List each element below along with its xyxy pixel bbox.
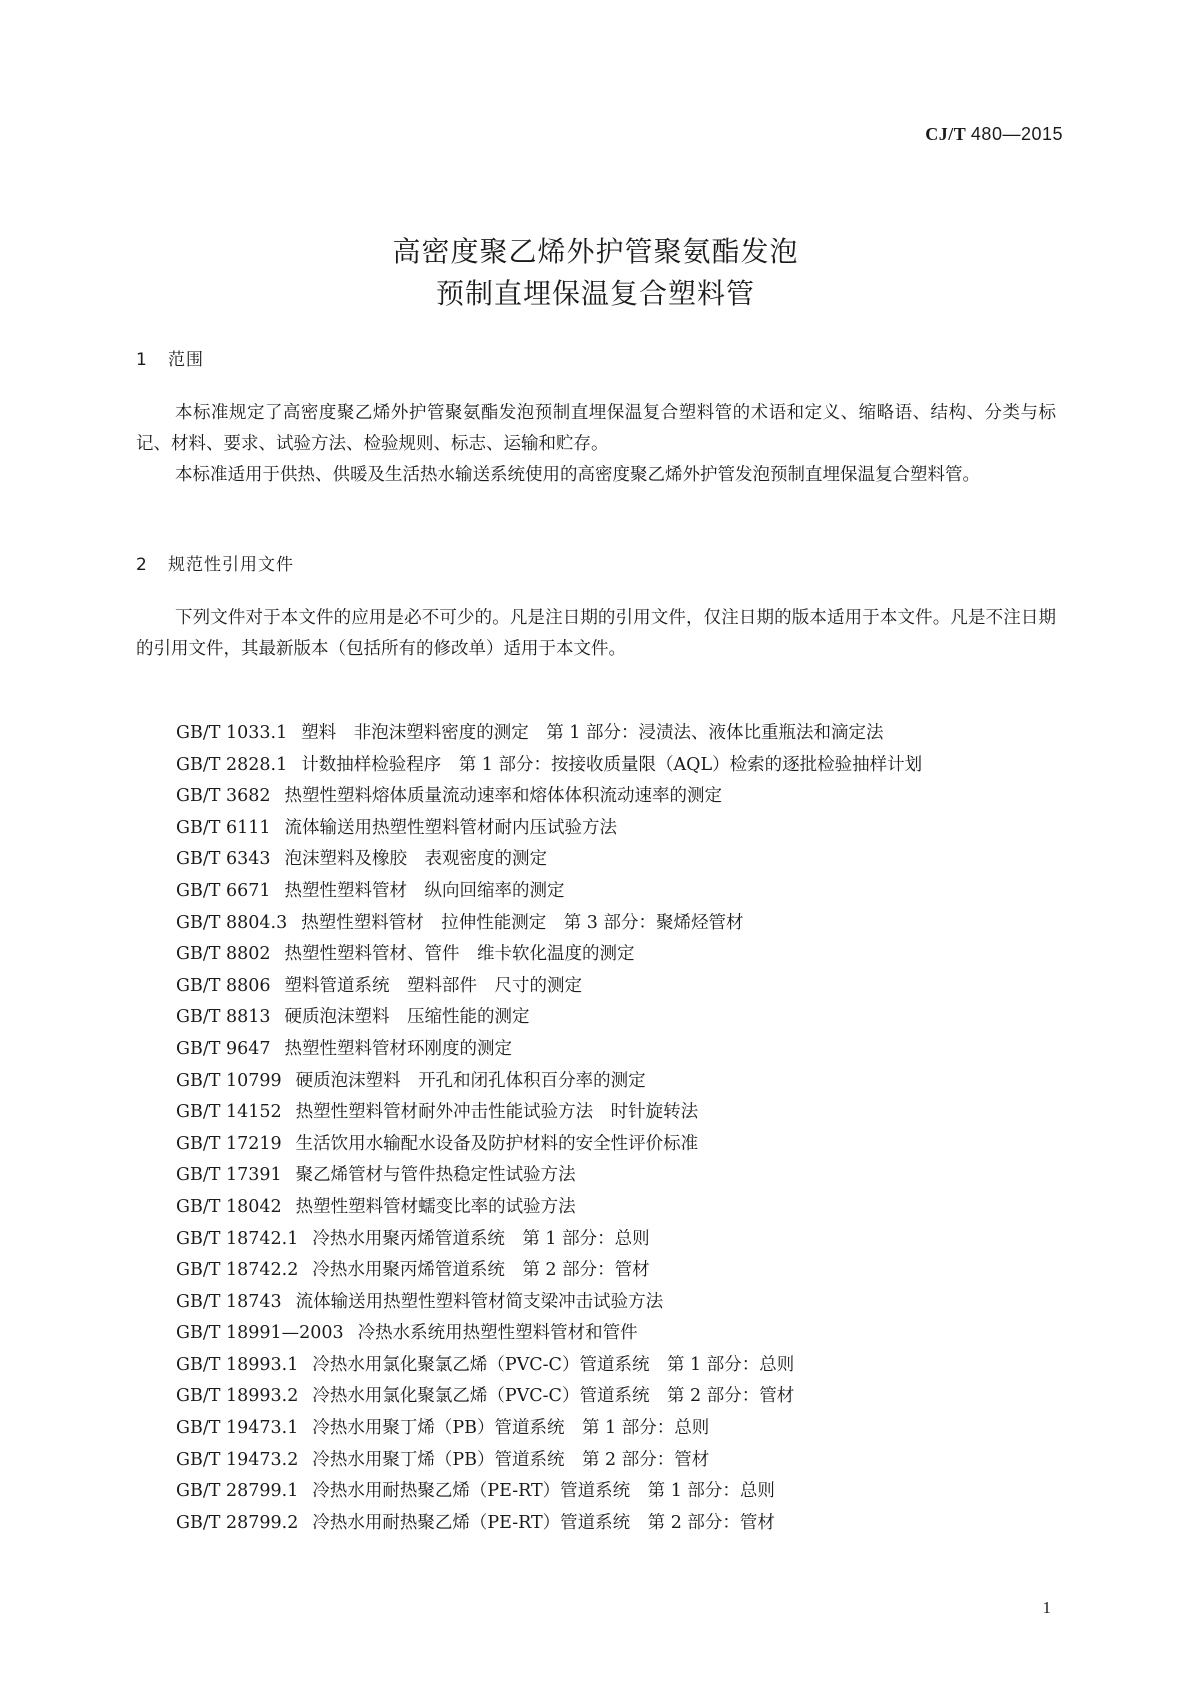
reference-code: GB/T 8804.3 (176, 912, 288, 933)
reference-title: 硬质泡沫塑料 压缩性能的测定 (284, 1007, 530, 1028)
reference-title: 硬质泡沫塑料 开孔和闭孔体积百分率的测定 (295, 1070, 646, 1091)
reference-code: GB/T 18743 (176, 1291, 282, 1312)
reference-title: 热塑性塑料管材、管件 维卡软化温度的测定 (284, 944, 635, 965)
reference-title: 热塑性塑料管材 拉伸性能测定 第 3 部分：聚烯烃管材 (301, 912, 744, 933)
section-2-title: 规范性引用文件 (168, 555, 294, 575)
standard-code-prefix: CJ/T (925, 124, 966, 144)
reference-item (176, 1192, 922, 1224)
reference-item (176, 1224, 922, 1256)
reference-item (176, 1287, 922, 1319)
reference-item (176, 1129, 922, 1161)
reference-title: 冷热水系统用热塑性塑料管材和管件 (357, 1323, 638, 1344)
reference-list (176, 718, 922, 1539)
reference-item (176, 1097, 922, 1129)
reference-code: GB/T 8802 (176, 944, 271, 965)
reference-code: GB/T 14152 (176, 1102, 282, 1123)
reference-title: 泡沫塑料及橡胶 表观密度的测定 (284, 849, 548, 870)
reference-item (176, 1066, 922, 1098)
reference-item (176, 1381, 922, 1413)
reference-item (176, 939, 922, 971)
references-intro: 下列文件对于本文件的应用是必不可少的。凡是注日期的引用文件，仅注日期的版本适用于本文件。凡是不注日期的引用文件，其最新版本（包括所有的修改单）适用于本文件。 (136, 608, 1056, 659)
reference-code: GB/T 19473.2 (176, 1449, 299, 1470)
reference-title: 热塑性塑料管材蠕变比率的试验方法 (295, 1196, 576, 1217)
reference-title: 冷热水用聚丁烯（PB）管道系统 第 2 部分：管材 (312, 1449, 710, 1470)
reference-code: GB/T 8806 (176, 975, 271, 996)
document-title-line1: 高密度聚乙烯外护管聚氨酯发泡 (392, 235, 799, 268)
reference-code: GB/T 19473.1 (176, 1418, 299, 1439)
reference-code: GB/T 6111 (176, 817, 271, 838)
reference-item (176, 1002, 922, 1034)
reference-item (176, 876, 922, 908)
reference-code: GB/T 18742.1 (176, 1228, 299, 1249)
reference-code: GB/T 17219 (176, 1133, 282, 1154)
reference-code: GB/T 28799.1 (176, 1481, 299, 1502)
reference-item (176, 1350, 922, 1382)
reference-code: GB/T 2828.1 (176, 754, 288, 775)
scope-paragraph-1: 本标准规定了高密度聚乙烯外护管聚氨酯发泡预制直埋保温复合塑料管的术语和定义、缩略语、结构、分类与标记、材料、要求、试验方法、检验规则、标志、运输和贮存。 (136, 403, 1056, 454)
reference-code: GB/T 18042 (176, 1196, 282, 1217)
reference-title: 塑料 非泡沫塑料密度的测定 第 1 部分：浸渍法、液体比重瓶法和滴定法 (301, 723, 884, 743)
reference-item (176, 1255, 922, 1287)
standard-code-number: 480—2015 (970, 124, 1063, 144)
section-1-heading (136, 345, 204, 370)
reference-item (176, 781, 922, 813)
reference-title: 塑料管道系统 塑料部件 尺寸的测定 (284, 975, 583, 996)
reference-title: 聚乙烯管材与管件热稳定性试验方法 (295, 1165, 576, 1186)
reference-item (176, 1445, 922, 1477)
document-title-line2: 预制直埋保温复合塑料管 (435, 277, 755, 310)
reference-title: 冷热水用氯化聚氯乙烯（PVC-C）管道系统 第 1 部分：总则 (312, 1354, 795, 1375)
reference-title: 流体输送用热塑性塑料管材耐内压试验方法 (284, 817, 618, 838)
reference-title: 流体输送用热塑性塑料管材简支梁冲击试验方法 (295, 1291, 664, 1312)
reference-code: GB/T 28799.2 (176, 1512, 299, 1533)
reference-item (176, 750, 922, 782)
reference-title: 热塑性塑料管材 纵向回缩率的测定 (284, 880, 565, 901)
standard-code (925, 124, 1063, 145)
reference-item (176, 813, 922, 845)
reference-code: GB/T 18742.2 (176, 1260, 299, 1281)
reference-item (176, 971, 922, 1003)
reference-item (176, 1160, 922, 1192)
reference-code: GB/T 6671 (176, 880, 271, 901)
reference-title: 计数抽样检验程序 第 1 部分：按接收质量限（AQL）检索的逐批检验抽样计划 (301, 754, 923, 775)
reference-code: GB/T 3682 (176, 786, 271, 807)
reference-item (176, 1476, 922, 1508)
reference-code: GB/T 9647 (176, 1038, 271, 1059)
reference-code: GB/T 8813 (176, 1007, 271, 1028)
reference-title: 冷热水用聚丁烯（PB）管道系统 第 1 部分：总则 (312, 1418, 710, 1439)
reference-item (176, 844, 922, 876)
page-number: 1 (1042, 1598, 1051, 1617)
reference-item (176, 908, 922, 940)
reference-code: GB/T 17391 (176, 1165, 282, 1186)
reference-code: GB/T 1033.1 (176, 723, 288, 743)
section-2-number: 2 (136, 555, 148, 575)
reference-item (176, 1413, 922, 1445)
reference-item (176, 1508, 922, 1540)
scope-paragraph-2: 本标准适用于供热、供暖及生活热水输送系统使用的高密度聚乙烯外护管发泡预制直埋保温复合塑料管。 (175, 465, 980, 485)
reference-code: GB/T 18993.2 (176, 1386, 299, 1407)
reference-title: 生活饮用水输配水设备及防护材料的安全性评价标准 (295, 1133, 699, 1154)
reference-title: 冷热水用耐热聚乙烯（PE-RT）管道系统 第 1 部分：总则 (312, 1481, 775, 1502)
reference-code: GB/T 18993.1 (176, 1354, 299, 1375)
reference-title: 热塑性塑料管材耐外冲击性能试验方法 时针旋转法 (295, 1102, 699, 1123)
section-2-heading (136, 550, 294, 575)
reference-item (176, 718, 922, 750)
reference-code: GB/T 6343 (176, 849, 271, 870)
section-1-title: 范围 (168, 350, 204, 370)
reference-item (176, 1318, 922, 1350)
reference-title: 冷热水用聚丙烯管道系统 第 1 部分：总则 (312, 1228, 650, 1249)
reference-title: 冷热水用聚丙烯管道系统 第 2 部分：管材 (312, 1260, 650, 1281)
reference-title: 热塑性塑料管材环刚度的测定 (284, 1038, 513, 1059)
reference-code: GB/T 18991—2003 (176, 1323, 344, 1344)
reference-code: GB/T 10799 (176, 1070, 282, 1091)
reference-item (176, 1034, 922, 1066)
reference-title: 冷热水用耐热聚乙烯（PE-RT）管道系统 第 2 部分：管材 (312, 1512, 775, 1533)
reference-title: 冷热水用氯化聚氯乙烯（PVC-C）管道系统 第 2 部分：管材 (312, 1386, 795, 1407)
section-1-number: 1 (136, 350, 148, 370)
reference-title: 热塑性塑料熔体质量流动速率和熔体体积流动速率的测定 (284, 786, 723, 807)
